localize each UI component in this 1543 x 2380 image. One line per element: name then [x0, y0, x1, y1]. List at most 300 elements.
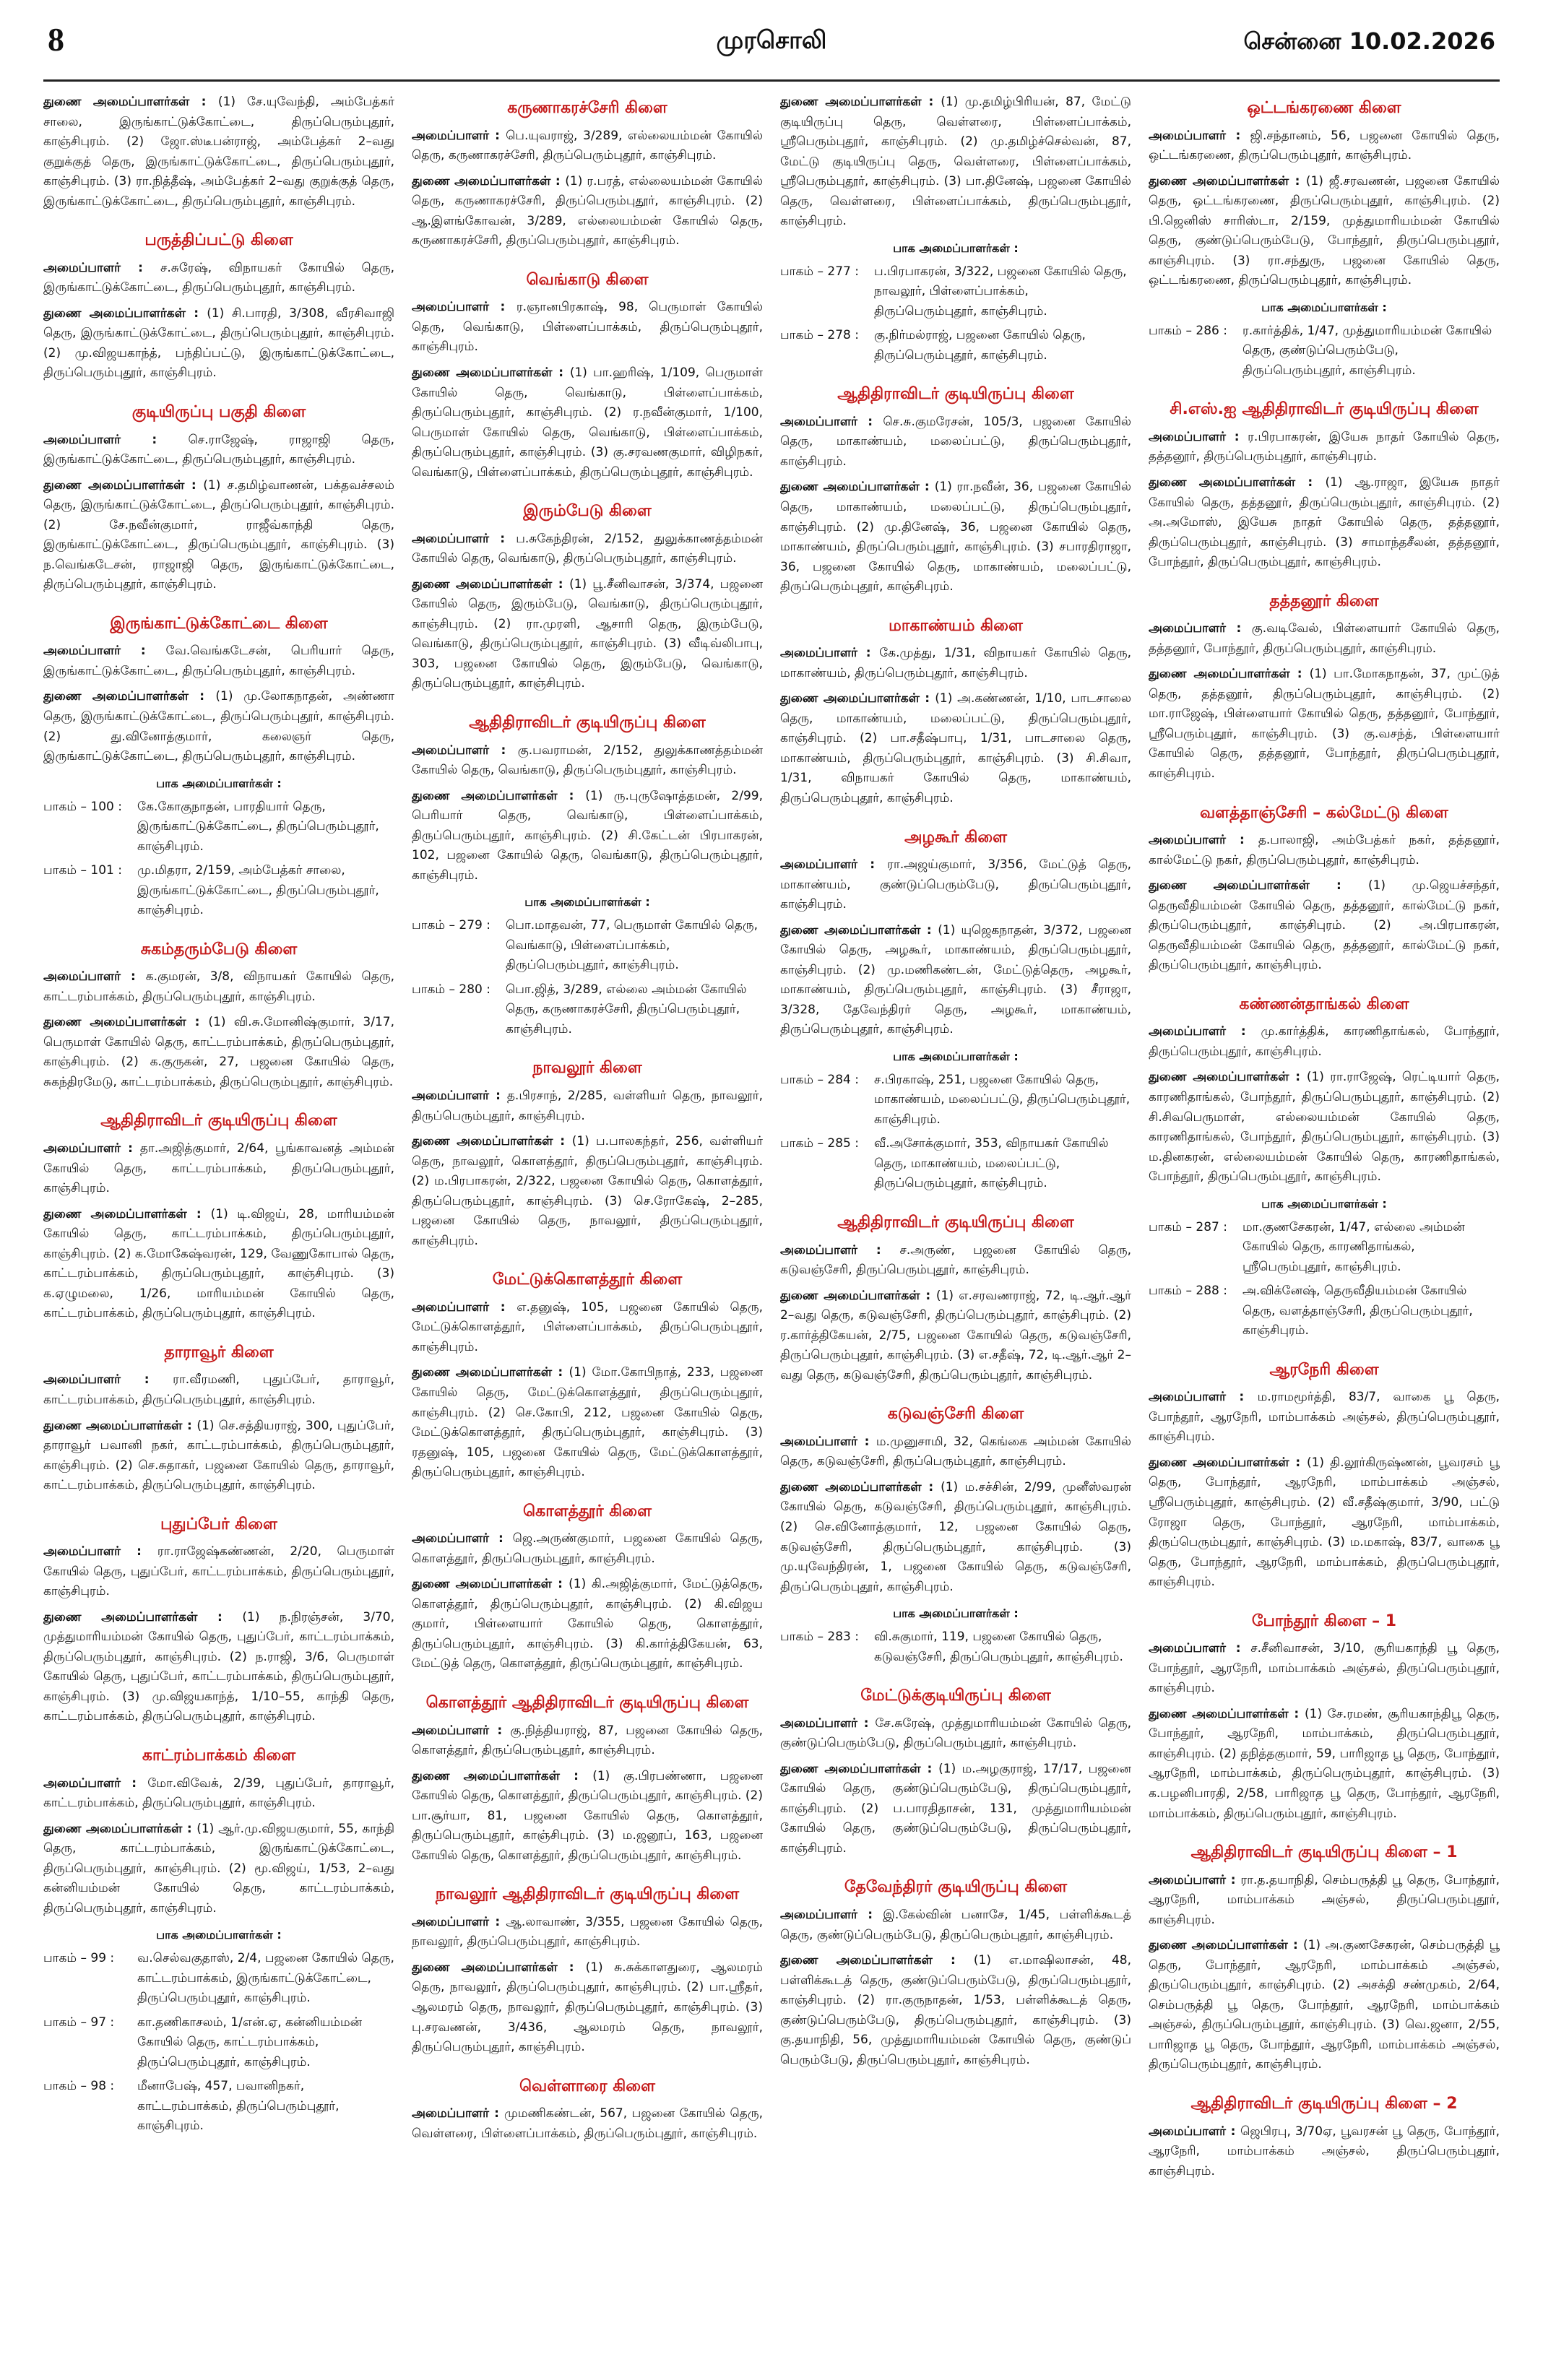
role-label: அமைப்பாளர் :: [43, 969, 146, 984]
branch-section: [1149, 1611, 1500, 1824]
branch-section: [780, 1404, 1131, 1667]
booth-row: [780, 326, 1131, 365]
booth-organiser: மு.மிதரா, 2/159, அம்பேத்கர் சாலை, இருங்காட்டுக்கோட்டை, திருப்பெரும்புதூர், காஞ்சிபுரம்.: [137, 863, 379, 918]
branch-title: தாராவூர் கிளை: [164, 1343, 274, 1362]
role-label: துணை அமைப்பாளர்கள் :: [780, 691, 935, 706]
member-details: ச.சுரேஷ், விநாயகர் கோயில் தெரு, இருங்காட்டுக்கோட்டை, திருப்பெரும்புதூர், காஞ்சிபுரம்.: [43, 260, 394, 295]
role-label: துணை அமைப்பாளர்கள் :: [1149, 878, 1368, 893]
branch-title: புதுப்பேர் கிளை: [160, 1515, 277, 1533]
member-entry: [412, 787, 763, 886]
member-entry: [43, 1542, 394, 1602]
branch-title: சுகம்தரும்பேடு கிளை: [140, 940, 298, 959]
branch-section: [412, 1884, 763, 2057]
booth-number: பாகம் – 97 :: [43, 2013, 137, 2073]
member-details: ஜெ.அருண்குமார், பஜனை கோயில் தெரு, கொளத்தூர், திருப்பெரும்புதூர், காஞ்சிபுரம்.: [412, 1531, 763, 1566]
member-entry: [43, 967, 394, 1007]
booth-row: [780, 1627, 1131, 1667]
member-entry: [1149, 619, 1500, 659]
member-details: (1) மு.தமிழ்பிரியன், 87, மேட்டு குடியிருப்பு தெரு, வெள்ளரை, பிள்ளைப்பாக்கம், ஸ்ரீபெரும்புதூர், காஞ்சிபுரம். (2) மு.தமிழ்ச்செல்வன், 87, மேட்டு குடியிருப்பு தெரு, வெள்ளரை, பிள்ளைப்பாக்கம், ஸ்ரீபெரும்புதூர், காஞ்சிபுரம். (3) பா.தினேஷ், பஜனை கோயில் தெரு, வெள்ளரை, பிள்ளைப்பாக்கம், திருப்பெரும்புதூர், காஞ்சிபுரம்.: [780, 95, 1131, 229]
booth-number: பாகம் – 286 :: [1149, 321, 1242, 381]
member-details: (1) பூ.சீனிவாசன், 3/374, பஜனை கோயில் தெரு, இரும்பேடு, வெங்காடு, திருப்பெரும்புதூர், காஞ்சிபுரம். (2) ரா.முரளி, ஆசாரி தெரு, இரும்பேடு, வெங்காடு, திருப்பெரும்புதூர், காஞ்சிபுரம். (3) வீடிவ்லிபாபு, 303, பஜனை கோயில் தெரு, இரும்பேடு, வெங்காடு, திருப்பெரும்புதூர், காஞ்சிபுரம்.: [412, 576, 763, 691]
booth-number: பாகம் – 285 :: [780, 1134, 874, 1194]
member-entry: [43, 687, 394, 766]
role-label: அமைப்பாளர் :: [780, 415, 883, 429]
column-2: [412, 92, 763, 2360]
role-label: அமைப்பாளர் :: [1149, 833, 1258, 847]
booth-number: பாகம் – 277 :: [780, 262, 874, 322]
branch-title: மாகாண்யம் கிளை: [889, 616, 1023, 635]
booth-number: பாகம் – 280 :: [412, 980, 506, 1040]
branch-title: காட்ரம்பாக்கம் கிளை: [142, 1747, 296, 1765]
member-details: (1) ர.பரத், எல்லையம்மன் கோயில் தெரு, கருணாகரச்சேரி, திருப்பெரும்புதூர், காஞ்சிபுரம். (2) ஆ.இளங்கோவன், 3/289, எல்லையம்மன் கோயில் தெரு, கருணாகரச்சேரி, திருப்பெரும்புதூர், காஞ்சிபுரம்.: [412, 173, 763, 248]
role-label: துணை அமைப்பாளர்கள் :: [412, 1960, 586, 1975]
column-3: [780, 92, 1131, 2360]
member-entry: [1149, 428, 1500, 467]
role-label: துணை அமைப்பாளர்கள் :: [43, 689, 215, 704]
column-4: [1149, 92, 1500, 2360]
member-details: ச.சீனிவாசன், 3/10, சூரியகாந்தி பூ தெரு, போந்தூர், ஆரநேரி, மாம்பாக்கம் அஞ்சல், திருப்பெரும்புதூர், காஞ்சிபுரம்.: [1149, 1641, 1500, 1696]
role-label: துணை அமைப்பாளர்கள் :: [412, 365, 570, 380]
role-label: துணை அமைப்பாளர்கள் :: [780, 1480, 941, 1494]
role-label: அமைப்பாளர் :: [412, 2106, 504, 2121]
member-details: ரா.அஜய்குமார், 3/356, மேட்டுத் தெரு, மாகாண்யம், குண்டுப்பெரும்பேடு, திருப்பெரும்புதூர், காஞ்சிபுரம்.: [780, 857, 1131, 912]
branch-section: [412, 713, 763, 1039]
branch-section: [1149, 98, 1500, 381]
role-label: அமைப்பாளர் :: [780, 646, 879, 660]
member-details: (1) எ.சரவணராஜ், 72, டி.ஆர்.ஆர் 2–வது தெரு, கடுவஞ்சேரி, திருப்பெரும்புதூர், காஞ்சிபுரம். (2) ர.கார்த்திகேயன், 2/75, பஜனை கோயில் தெரு, கடுவஞ்சேரி, திருப்பெரும்புதூர், காஞ்சிபுரம். (3) எ.சதீஷ், 72, டி.ஆர்.ஆர் 2–வது தெரு, கடுவஞ்சேரி, திருப்பெரும்புதூர், காஞ்சிபுரம்.: [780, 1288, 1131, 1382]
member-details: (1) யுஜெகநாதன், 3/372, பஜனை கோயில் தெரு, அழகூர், மாகாண்யம், திருப்பெரும்புதூர், காஞ்சிபுரம். (2) மு.மணிகண்டன், மேட்டுத்தெரு, அழகூர், மாகாண்யம், திருப்பெரும்புதூர், காஞ்சிபுரம். (3) சீராஜா, 3/328, தேவேந்திரர் தெரு, அழகூர், மாகாண்யம், திருப்பெரும்புதூர், காஞ்சிபுரம்.: [780, 922, 1131, 1037]
booth-organiser: கு.நிர்மல்ராஜ், பஜனை கோயில் தெரு, திருப்பெரும்புதூர், காஞ்சிபுரம்.: [874, 328, 1086, 363]
branch-section: [412, 98, 763, 251]
role-label: அமைப்பாளர் :: [780, 1716, 875, 1731]
role-label: துணை அமைப்பாளர்கள் :: [43, 306, 207, 321]
branch-section: [1149, 995, 1500, 1341]
role-label: துணை அமைப்பாளர்கள் :: [43, 1207, 211, 1221]
member-entry: [412, 1767, 763, 1866]
member-entry: [780, 1241, 1131, 1281]
booth-heading: பாக அமைப்பாளர்கள் :: [156, 776, 282, 790]
member-details: (1) அ.கண்ணன், 1/10, பாடசாலை தெரு, மாகாண்யம், மலைப்பட்டு, திருப்பெரும்புதூர், காஞ்சிபுரம். (2) பா.சதீஷ்பாபு, 1/31, பாடசாலை தெரு, மாகாண்யம், திருப்பெரும்புதூர், காஞ்சிபுரம். (3) சி.சிவா, 1/31, விநாயகர் கோயில் தெரு, மாகாண்யம், திருப்பெரும்புதூர், காஞ்சிபுரம்.: [780, 691, 1131, 805]
booth-organiser: அ.விக்னேஷ், தெருவீதியம்மன் கோயில் தெரு, வளத்தாஞ்சேரி, திருப்பெரும்புதூர், காஞ்சிபுரம்.: [1242, 1284, 1473, 1338]
role-label: அமைப்பாளர் :: [1149, 621, 1252, 636]
role-label: அமைப்பாளர் :: [1149, 1641, 1250, 1656]
booth-organiser: கே.கோகுநாதன், பாரதியார் தெரு, இருங்காட்டுக்கோட்டை, திருப்பெரும்புதூர், காஞ்சிபுரம்.: [137, 799, 379, 854]
member-entry: [43, 1205, 394, 1324]
branch-section: [412, 270, 763, 483]
member-details: ரா.த.தயாநிதி, செம்பருத்தி பூ தெரு, போந்தூர், ஆரநேரி, மாம்பாக்கம் அஞ்சல், திருப்பெரும்புதூர், காஞ்சிபுரம்.: [1149, 1872, 1500, 1927]
member-details: த.பிரசாந், 2/285, வள்ளியர் தெரு, நாவலூர், திருப்பெரும்புதூர், காஞ்சிபுரம்.: [412, 1089, 763, 1123]
role-label: துணை அமைப்பாளர்கள் :: [780, 923, 938, 938]
booth-row: [1149, 1281, 1500, 1341]
member-entry: [780, 1714, 1131, 1754]
branch-section: [1149, 1843, 1500, 2075]
member-details: ச.அருண், பஜனை கோயில் தெரு, கடுவஞ்சேரி, திருப்பெரும்புதூர், காஞ்சிபுரம்.: [780, 1242, 1131, 1278]
booth-organiser: பொ.மாதவன், 77, பெருமாள் கோயில் தெரு, வெங்காடு, பிள்ளைப்பாக்கம், திருப்பெரும்புதூர், காஞ்சிபுரம்.: [506, 918, 758, 973]
member-entry: [1149, 2122, 1500, 2182]
branch-title: வளத்தாஞ்சேரி – கல்மேட்டு கிளை: [1200, 803, 1448, 822]
role-label: அமைப்பாளர் :: [412, 532, 516, 546]
role-label: அமைப்பாளர் :: [1149, 1873, 1240, 1887]
role-label: துணை அமைப்பாளர்கள் :: [1149, 1938, 1303, 1952]
branch-title: கடுவஞ்சேரி கிளை: [887, 1405, 1024, 1424]
member-entry: [412, 298, 763, 358]
booth-heading: பாக அமைப்பாளர்கள் :: [893, 1606, 1019, 1621]
branch-title: போந்தூர் கிளை – 1: [1251, 1611, 1397, 1630]
member-entry: [780, 644, 1131, 683]
member-entry: [43, 1370, 394, 1410]
branch-title: கண்ணன்தாங்கல் கிளை: [1239, 995, 1409, 1013]
member-details: எ.தனுஷ், 105, பஜனை கோயில் தெரு, மேட்டுக்கொளத்தூர், பிள்ளைப்பாக்கம், திருப்பெரும்புதூர், காஞ்சிபுரம்.: [412, 1299, 763, 1354]
booth-row: [43, 1949, 394, 2009]
branch-section: [1149, 592, 1500, 784]
booth-number: பாகம் – 279 :: [412, 916, 506, 976]
branch-section: [780, 1213, 1131, 1385]
role-label: துணை அமைப்பாளர்கள் :: [412, 1365, 569, 1380]
branch-title: ஆதிதிராவிடர் குடியிருப்பு கிளை: [837, 1213, 1074, 1232]
member-entry: [780, 1432, 1131, 1472]
branch-title: மேட்டுக்குடியிருப்பு கிளை: [860, 1687, 1051, 1705]
branch-title: இரும்பேடு கிளை: [523, 502, 652, 521]
role-label: துணை அமைப்பாளர்கள் :: [412, 1577, 569, 1591]
branch-title: நாவலூர் ஆதிதிராவிடர் குடியிருப்பு கிளை: [435, 1885, 740, 1904]
member-entry: [412, 1132, 763, 1251]
booth-row: [43, 797, 394, 857]
member-entry: [1149, 172, 1500, 291]
role-label: அமைப்பாளர் :: [780, 1243, 899, 1258]
role-label: துணை அமைப்பாளர்கள் :: [43, 1822, 196, 1836]
member-details: கு.பவராமன், 2/152, துலுக்காணத்தம்மன் கோயில் தெரு, வெங்காடு, திருப்பெரும்புதூர், காஞ்சிபுரம்.: [412, 743, 763, 778]
member-details: செ.ராஜேஷ், ராஜாஜி தெரு, இருங்காட்டுக்கோட்டை, திருப்பெரும்புதூர், காஞ்சிபுரம்.: [43, 432, 394, 467]
booth-row: [780, 262, 1131, 322]
member-entry: [412, 363, 763, 483]
member-entry: [780, 921, 1131, 1040]
booth-row: [412, 916, 763, 976]
booth-number: பாகம் – 283 :: [780, 1627, 874, 1667]
member-details: (1) சே.ரமண், சூரியகாந்திபூ தெரு, போந்தூர், ஆரநேரி, மாம்பாக்கம், திருப்பெரும்புதூர், காஞ்சிபுரம். (2) தநித்தகுமார், 59, பாரிஜாத பூ தெரு, போந்தூர், ஆரநேரி, மாம்பாக்கம், திருப்பெரும்புதூர், காஞ்சிபுரம். (3) க.பழனிபாரதி, 2/58, பாரிஜாத பூ தெரு, போந்தூர், ஆரநேரி, மாம்பாக்கம், திருப்பெரும்புதூர், காஞ்சிபுரம்.: [1149, 1706, 1500, 1821]
member-details: ர.ஞானபிரகாஷ், 98, பெருமாள் கோயில் தெரு, வெங்காடு, பிள்ளைப்பாக்கம், திருப்பெரும்புதூர், காஞ்சிபுரம்.: [412, 300, 763, 355]
member-details: ர.பிரபாகரன், இயேசு நாதர் கோயில் தெரு, தத்தனூர், திருப்பெரும்புதூர், காஞ்சிபுரம்.: [1149, 429, 1500, 464]
member-entry: [43, 1819, 394, 1919]
role-label: துணை அமைப்பாளர்கள் :: [412, 1769, 592, 1783]
member-details: தா.அஜித்குமார், 2/64, பூங்காவனத் அம்மன் கோயில் தெரு, காட்டரம்பாக்கம், திருப்பெரும்புதூர், காஞ்சிபுரம்.: [43, 1141, 394, 1196]
booth-number: பாகம் – 98 :: [43, 2077, 137, 2137]
member-details: (1) எ.மாஷிலாசன், 48, பள்ளிக்கூடத் தெரு, குண்டுப்பெரும்பேடு, திருப்பெரும்புதூர், காஞ்சிபுரம். (2) ரா.குருநாதன், 1/53, பள்ளிக்கூடத் தெரு, குண்டுப்பெரும்பேடு, திருப்பெரும்புதூர், காஞ்சிபுரம். (3) கு.தயாநிதி, 56, முத்துமாரியம்மன் கோயில் தெரு, குண்டுப் பெரும்பேடு, திருப்பெரும்புதூர், காஞ்சிபுரம்.: [780, 1953, 1131, 2067]
role-label: துணை அமைப்பாளர்கள் :: [780, 1953, 974, 1968]
booth-number: பாகம் – 99 :: [43, 1949, 137, 2009]
role-label: துணை அமைப்பாளர்கள் :: [43, 1015, 208, 1029]
booth-heading: பாக அமைப்பாளர்கள் :: [1261, 300, 1387, 314]
member-details: கு.நித்தியராஜ், 87, பஜனை கோயில் தெரு, கொளத்தூர், திருப்பெரும்புதூர், காஞ்சிபுரம்.: [412, 1723, 763, 1758]
member-details: (1) சி.பாரதி, 3/308, வீரசிவாஜி தெரு, இருங்காட்டுக்கோட்டை, திருப்பெரும்புதூர், காஞ்சிபுரம். (2) மு.விஜயகாந்த், பந்திப்பட்டு, இருங்காட்டுக்கோட்டை, திருப்பெரும்புதூர், காஞ்சிபுரம்.: [43, 306, 394, 381]
branch-section: [412, 1693, 763, 1866]
branch-section: [1149, 1360, 1500, 1593]
booth-organiser: ச.பிரகாஷ், 251, பஜனை கோயில் தெரு, மாகாண்யம், மலைப்பட்டு, திருப்பெரும்புதூர், காஞ்சிபுரம்.: [874, 1072, 1131, 1127]
role-label: அமைப்பாளர் :: [1149, 1024, 1261, 1039]
member-details: (1) கி.அஜித்குமார், மேட்டுத்தெரு, கொளத்தூர், திருப்பெரும்புதூர், காஞ்சிபுரம். (2) கி.விஜய குமார், பிள்ளையார் கோயில் தெரு, கொளத்தூர், திருப்பெரும்புதூர், காஞ்சிபுரம். (3) கி.கார்த்திகேயன், 63, மேட்டுத் தெரு, கொளத்தூர், திருப்பெரும்புதூர், காஞ்சிபுரம்.: [412, 1577, 763, 1671]
branch-section: [43, 230, 394, 384]
member-details: (1) மு.லோகநாதன், அண்ணா தெரு, இருங்காட்டுக்கோட்டை, திருப்பெரும்புதூர், காஞ்சிபுரம். (2) து.வினோத்குமார், கலைஞர் தெரு, இருங்காட்டுக்கோட்டை, திருப்பெரும்புதூர், காஞ்சிபுரம்.: [43, 689, 394, 764]
member-entry: [780, 1478, 1131, 1597]
member-entry: [412, 126, 763, 166]
branch-title: தத்தனூர் கிளை: [1269, 592, 1379, 610]
booth-row: [412, 980, 763, 1040]
branch-title: ஆதிதிராவிடர் குடியிருப்பு கிளை: [837, 385, 1074, 404]
member-details: (1) ரா.நவீன், 36, பஜனை கோயில் தெரு, மாகாண்யம், மலைப்பட்டு, திருப்பெரும்புதூர், காஞ்சிபுரம். (2) மு.தினேஷ், 36, பஜனை கோயில் தெரு, மாகாண்யம், திருப்பெரும்புதூர், காஞ்சிபுரம். (3) சபாரதிராஜா, 36, பஜனை கோயில் தெரு, மாகாண்யம், மலைப்பட்டு, திருப்பெரும்புதூர், காஞ்சிபுரம்.: [780, 480, 1131, 594]
member-details: ஆ.லாவாண், 3/355, பஜனை கோயில் தெரு, நாவலூர், திருப்பெரும்புதூர், காஞ்சிபுரம்.: [412, 1914, 763, 1950]
member-entry: [412, 2104, 763, 2144]
role-label: துணை அமைப்பாளர்கள் :: [43, 95, 218, 109]
newspaper-name: முரசொலி: [716, 26, 827, 55]
member-details: க.குமரன், 3/8, விநாயகர் கோயில் தெரு, காட்டரம்பாக்கம், திருப்பெரும்புதூர், காஞ்சிபுரம்.: [43, 969, 394, 1004]
masthead: [43, 14, 1500, 82]
role-label: அமைப்பாளர் :: [780, 1908, 883, 1922]
booth-number: பாகம் – 278 :: [780, 326, 874, 365]
member-details: (1) ப.பாலகந்தர், 256, வள்ளியர் தெரு, நாவலூர், கொளத்தூர், திருப்பெரும்புதூர், காஞ்சிபுரம். (2) ம.பிரபாகரன், 2/322, பஜனை கோயில் தெரு, கொளத்தூர், திருப்பெரும்புதூர், காஞ்சிபுரம். (3) செ.ரோகேஷ், 2–285, பஜனை கோயில் தெரு, நாவலூர், திருப்பெரும்புதூர், காஞ்சிபுரம்.: [412, 1134, 763, 1248]
member-details: ப.சுகேந்திரன், 2/152, துலுக்காணத்தம்மன் கோயில் தெரு, வெங்காடு, திருப்பெரும்புதூர், காஞ்சிபுரம்.: [412, 531, 763, 566]
role-label: துணை அமைப்பாளர்கள் :: [43, 1610, 242, 1624]
member-entry: [412, 1913, 763, 1952]
role-label: துணை அமைப்பாளர்கள் :: [412, 174, 565, 189]
member-entry: [412, 1086, 763, 1126]
branch-title: சி.எஸ்.ஐ ஆதிதிராவிடர் குடியிருப்பு கிளை: [1170, 400, 1479, 419]
member-entry: [780, 855, 1131, 915]
member-details: (1) மு.ஜெயச்சந்தர், தெருவீதியம்மன் கோயில் தெரு, தத்தனூர், கால்மேட்டு நகர், திருப்பெரும்புதூர், காஞ்சிபுரம். (2) அ.பிரபாகரன், தெருவீதியம்மன் கோயில் தெரு, தத்தனூர், கால்மேட்டு நகர், திருப்பெரும்புதூர், காஞ்சிபுரம்.: [1149, 878, 1500, 973]
member-entry: [1149, 1705, 1500, 1824]
booth-row: [43, 2013, 394, 2073]
member-entry: [412, 1529, 763, 1569]
branch-section: [43, 92, 394, 212]
branch-section: [43, 614, 394, 921]
member-entry: [412, 575, 763, 694]
role-label: அமைப்பாளர் :: [43, 644, 166, 658]
branch-title: குடியிருப்பு பகுதி கிளை: [131, 402, 306, 421]
booth-organiser: மா.குணசேகரன், 1/47, எல்லை அம்மன் கோயில் தெரு, காரணிதாங்கல், ஸ்ரீபெரும்புதூர், காஞ்சிபுரம்.: [1242, 1219, 1465, 1274]
role-label: அமைப்பாளர் :: [1149, 1390, 1258, 1404]
member-entry: [43, 1774, 394, 1814]
role-label: அமைப்பாளர் :: [412, 1531, 513, 1546]
member-details: கே.முத்து, 1/31, விநாயகர் கோயில் தெரு, மாகாண்யம், திருப்பெரும்புதூர், காஞ்சிபுரம்.: [780, 646, 1131, 680]
role-label: அமைப்பாளர் :: [1149, 2124, 1240, 2139]
booth-organiser: மீனாபேஷ், 457, பவானிநகர், காட்டரம்பாக்கம், திருப்பெரும்புதூர், காஞ்சிபுரம்.: [137, 2079, 340, 2134]
booth-organiser: வ.செல்வகுதாஸ், 2/4, பஜனை கோயில் தெரு, காட்டரம்பாக்கம், இருங்காட்டுக்கோட்டை, திருப்பெரும்புதூர், காஞ்சிபுரம்.: [137, 1951, 394, 2006]
column-1: [43, 92, 394, 2360]
role-label: அமைப்பாளர் :: [1149, 430, 1248, 444]
member-entry: [43, 430, 394, 470]
member-entry: [412, 1958, 763, 2058]
member-entry: [412, 172, 763, 251]
member-details: (1) செ.சத்தியராஜ், 300, புதுப்பேர், தாராவூர் பவானி நகர், காட்டரம்பாக்கம், திருப்பெரும்புதூர், காஞ்சிபுரம். (2) செ.சுதாகர், பஜனை கோயில் தெரு, தாராவூர், காட்டரம்பாக்கம், திருப்பெரும்புதூர், காஞ்சிபுரம்.: [43, 1418, 394, 1493]
booth-row: [1149, 321, 1500, 381]
member-details: (1) டி.விஜய், 28, மாரியம்மன் கோயில் தெரு, காட்டரம்பாக்கம், திருப்பெரும்புதூர், காஞ்சிபுரம். (2) க.மோகேஷ்வரன், 129, வேணுகோபால் தெரு, காட்டரம்பாக்கம், திருப்பெரும்புதூர், காஞ்சிபுரம். (3) க.ஏழுமலை, 1/26, மாரியம்மன் கோயில் தெரு, காட்டரம்பாக்கம், திருப்பெரும்புதூர், காஞ்சிபுரம்.: [43, 1206, 394, 1321]
role-label: துணை அமைப்பாளர்கள் :: [43, 1419, 196, 1433]
page-number: 8: [48, 21, 64, 58]
member-entry: [1149, 665, 1500, 784]
member-entry: [780, 412, 1131, 472]
booth-row: [780, 1134, 1131, 1194]
role-label: அமைப்பாளர் :: [43, 261, 160, 275]
member-details: பெ.யுவராஜ், 3/289, எல்லையம்மன் கோயில் தெரு, கருணாகரச்சேரி, திருப்பெரும்புதூர், காஞ்சிபுரம்.: [412, 128, 763, 163]
role-label: அமைப்பாளர் :: [780, 1435, 876, 1449]
member-entry: [1149, 1453, 1500, 1593]
branch-title: தேவேந்திரர் குடியிருப்பு கிளை: [844, 1878, 1068, 1897]
role-label: அமைப்பாளர் :: [43, 433, 189, 447]
member-entry: [780, 92, 1131, 232]
member-details: மு.கார்த்திக், காரணிதாங்கல், போந்தூர், திருப்பெரும்புதூர், காஞ்சிபுரம்.: [1149, 1024, 1500, 1059]
member-details: (1) ஆர்.மு.விஜயகுமார், 55, காந்தி தெரு, காட்டரம்பாக்கம், இருங்காட்டுக்கோட்டை, திருப்பெரும்புதூர், காஞ்சிபுரம். (2) மூ.விஜய், 1/53, 2–வது கன்னியம்மன் கோயில் தெரு, காட்டரம்பாக்கம், திருப்பெரும்புதூர், காஞ்சிபுரம்.: [43, 1821, 394, 1916]
member-details: (1) வி.சு.மோனிஷ்குமார், 3/17, பெருமாள் கோயில் தெரு, காட்டரம்பாக்கம், திருப்பெரும்புதூர், காஞ்சிபுரம். (2) க.குருகன், 27, பஜனை கோயில் தெரு, சுகந்திரமேடு, காட்டரம்பாக்கம், திருப்பெரும்புதூர், காஞ்சிபுரம்.: [43, 1015, 394, 1089]
member-entry: [780, 1286, 1131, 1386]
member-details: ம.முனுசாமி, 32, கெங்கை அம்மன் கோயில் தெரு, கடுவஞ்சேரி, திருப்பெரும்புதூர், காஞ்சிபுரம்.: [780, 1434, 1131, 1469]
branch-section: [780, 828, 1131, 1194]
role-label: அமைப்பாளர் :: [412, 743, 518, 758]
role-label: அமைப்பாளர் :: [412, 1089, 507, 1103]
booth-row: [43, 2077, 394, 2137]
role-label: அமைப்பாளர் :: [1149, 129, 1250, 143]
branch-title: ஆரநேரி கிளை: [1269, 1360, 1379, 1379]
role-label: அமைப்பாளர் :: [780, 857, 887, 872]
branch-section: [43, 1746, 394, 2137]
branch-section: [43, 940, 394, 1093]
member-entry: [780, 1905, 1131, 1945]
branch-title: கருணாகரச்சேரி கிளை: [507, 99, 667, 117]
member-details: ரா.வீரமணி, புதுப்பேர், தாராவூர், காட்டரம்பாக்கம், திருப்பெரும்புதூர், காஞ்சிபுரம்.: [43, 1372, 394, 1407]
member-details: ரா.ராஜேஷ்கண்ணன், 2/20, பெருமாள் கோயில் தெரு, புதுப்பேர், காட்டரம்பாக்கம், திருப்பெரும்புதூர், காஞ்சிபுரம்.: [43, 1544, 394, 1599]
branch-section: [43, 1111, 394, 1323]
member-details: முமணிகண்டன், 567, பஜனை கோயில் தெரு, வெள்ளரை, பிள்ளைப்பாக்கம், திருப்பெரும்புதூர், காஞ்சிபுரம்.: [412, 2106, 763, 2141]
booth-number: பாகம் – 100 :: [43, 797, 137, 857]
booth-row: [43, 861, 394, 921]
branch-title: மேட்டுக்கொளத்தூர் கிளை: [492, 1271, 683, 1289]
member-entry: [1149, 473, 1500, 573]
branch-section: [1149, 2094, 1500, 2181]
role-label: துணை அமைப்பாளர்கள் :: [780, 480, 935, 494]
role-label: துணை அமைப்பாளர்கள் :: [412, 789, 585, 803]
booth-organiser: வி.சுகுமார், 119, பஜனை கோயில் தெரு, கடுவஞ்சேரி, திருப்பெரும்புதூர், காஞ்சிபுரம்.: [874, 1630, 1123, 1664]
branch-title: வெங்காடு கிளை: [526, 270, 649, 289]
booth-heading: பாக அமைப்பாளர்கள் :: [156, 1928, 282, 1942]
member-details: (1) ந.நிரஞ்சன், 3/70, முத்துமாரியம்மன் கோயில் தெரு, புதுப்பேர், காட்டரம்பாக்கம், திருப்பெரும்புதூர், காஞ்சிபுரம். (2) ந.ராஜி, 3/6, பெருமாள் கோயில் தெரு, புதுப்பேர், காட்டரம்பாக்கம், திருப்பெரும்புதூர், காஞ்சிபுரம். (3) மு.விஜயகாந்த், 1/10–55, காந்தி தெரு, காட்டரம்பாக்கம், திருப்பெரும்புதூர், காஞ்சிபுரம்.: [43, 1609, 394, 1724]
branch-title: இருங்காட்டுக்கோட்டை கிளை: [110, 614, 328, 633]
role-label: துணை அமைப்பாளர்கள் :: [1149, 1707, 1305, 1721]
member-details: (1) சே.யுவேந்தி, அம்பேத்கர் சாலை, இருங்காட்டுக்கோட்டை, திருப்பெரும்புதூர், காஞ்சிபுரம். (2) ஜோ.ஸ்டீபன்ராஜ், அம்பேத்கர் 2–வது குறுக்குத் தெரு, இருங்காட்டுக்கோட்டை, திருப்பெரும்புதூர், காஞ்சிபுரம். (3) ரா.நித்தீஷ், அம்பேத்கர் 2–வது குறுக்குத் தெரு, இருங்காட்டுக்கோட்டை, திருப்பெரும்புதூர், காஞ்சிபுரம்.: [43, 95, 394, 209]
dateline: சென்னை 10.02.2026: [1243, 27, 1495, 55]
role-label: துணை அமைப்பாளர்கள் :: [1149, 174, 1306, 189]
member-entry: [780, 1760, 1131, 1859]
member-entry: [1149, 1936, 1500, 2075]
member-entry: [1149, 876, 1500, 976]
member-entry: [1149, 1388, 1500, 1448]
member-entry: [1149, 1639, 1500, 1699]
branch-section: [43, 1515, 394, 1727]
role-label: துணை அமைப்பாளர்கள் :: [780, 1289, 936, 1303]
branch-title: ஒட்டங்கரணை கிளை: [1247, 99, 1401, 117]
branch-section: [43, 402, 394, 595]
member-entry: [43, 1013, 394, 1092]
branch-section: [1149, 399, 1500, 572]
member-entry: [43, 304, 394, 384]
member-entry: [412, 1575, 763, 1674]
member-details: (1) பா.மோகநாதன், 37, முட்டுத் தெரு, தத்தனூர், திருப்பெரும்புதூர், காஞ்சிபுரம். (2) மா.ராஜேஷ், பிள்ளையார் கோயில் தெரு, தத்தனூர், போந்தூர், ஸ்ரீபெரும்புதூர், காஞ்சிபுரம். (3) கு.வசந்த், பிள்ளையார் கோயில் தெரு, தத்தனூர், போந்தூர், திருப்பெரும்புதூர், காஞ்சிபுரம்.: [1149, 667, 1500, 781]
member-entry: [412, 529, 763, 569]
member-entry: [1149, 126, 1500, 166]
booth-organiser: வீ.அசோக்குமார், 353, விநாயகர் கோயில் தெரு, மாகாண்யம், மலைப்பட்டு, திருப்பெரும்புதூர், காஞ்சிபுரம்.: [874, 1136, 1109, 1191]
branch-section: [780, 92, 1131, 365]
member-details: (1) ம.அழகுராஜ், 17/17, பஜனை கோயில் தெரு, குண்டுப்பெரும்பேடு, திருப்பெரும்புதூர், காஞ்சிபுரம். (2) ப.பாரதிதாசன், 131, முத்துமாரியம்மன் கோயில் தெரு, குண்டுப்பெரும்பேடு, திருப்பெரும்புதூர், காஞ்சிபுரம்.: [780, 1761, 1131, 1856]
member-details: (1) கு.பிரபண்ணா, பஜனை கோயில் தெரு, கொளத்தூர், திருப்பெரும்புதூர், காஞ்சிபுரம். (2) பா.சூர்யா, 81, பஜனை கோயில் தெரு, கொளத்தூர், திருப்பெரும்புதூர், காஞ்சிபுரம். (3) ம.ஜனூப், 163, பஜனை கோயில் தெரு, கொளத்தூர், திருப்பெரும்புதூர், காஞ்சிபுரம்.: [412, 1768, 763, 1863]
branch-title: கொளத்தூர் ஆதிதிராவிடர் குடியிருப்பு கிளை: [425, 1693, 749, 1712]
member-details: (1) பா.ஹரிஷ், 1/109, பெருமாள் கோயில் தெரு, வெங்காடு, பிள்ளைப்பாக்கம், திருப்பெரும்புதூர், காஞ்சிபுரம். (2) ர.நவீன்குமார், 1/100, பெருமாள் கோயில் தெரு, வெங்காடு, பிள்ளைப்பாக்கம், திருப்பெரும்புதூர், காஞ்சிபுரம். (3) கு.சரவணகுமார், விழிநகர், வெங்காடு, பிள்ளைப்பாக்கம், திருப்பெரும்புதூர், காஞ்சிபுரம்.: [412, 365, 763, 480]
member-entry: [43, 1139, 394, 1199]
branch-section: [412, 1502, 763, 1674]
branch-section: [412, 2077, 763, 2145]
member-details: ம.ராமமூர்த்தி, 83/7, வாகை பூ தெரு, போந்தூர், ஆரநேரி, மாம்பாக்கம் அஞ்சல், திருப்பெரும்புதூர், காஞ்சிபுரம்.: [1149, 1390, 1500, 1445]
role-label: அமைப்பாளர் :: [43, 1372, 173, 1387]
role-label: அமைப்பாளர் :: [43, 1776, 147, 1791]
role-label: துணை அமைப்பாளர்கள் :: [412, 577, 569, 592]
booth-number: பாகம் – 288 :: [1149, 1281, 1242, 1341]
role-label: துணை அமைப்பாளர்கள் :: [1149, 1455, 1307, 1470]
branch-section: [780, 384, 1131, 597]
branch-section: [43, 1343, 394, 1496]
role-label: துணை அமைப்பாளர்கள் :: [1149, 475, 1325, 490]
member-details: கு.வடிவேல், பிள்ளையார் கோயில் தெரு, தத்தனூர், போந்தூர், திருப்பெரும்புதூர், காஞ்சிபுரம்.: [1149, 621, 1500, 656]
branch-title: வெள்ளாரை கிளை: [519, 2077, 655, 2095]
booth-number: பாகம் – 101 :: [43, 861, 137, 921]
member-entry: [1149, 1871, 1500, 1931]
member-entry: [43, 476, 394, 595]
branch-section: [412, 501, 763, 694]
member-details: சே.சுரேஷ், முத்துமாரியம்மன் கோயில் தெரு, குண்டுப்பெரும்பேடு, திருப்பெரும்புதூர், காஞ்சிபுரம்.: [780, 1715, 1131, 1751]
branch-title: பருத்திப்பட்டு கிளை: [144, 231, 293, 250]
member-details: ஜெபிரபு, 3/70ஏ, பூவரசன் பூ தெரு, போந்தூர், ஆரநேரி, மாம்பாக்கம் அஞ்சல், திருப்பெரும்புதூர், காஞ்சிபுரம்.: [1149, 2124, 1500, 2178]
article-columns: [43, 92, 1500, 2360]
member-details: செ.சு.குமரேசன், 105/3, பஜனை கோயில் தெரு, மாகாண்யம், மலைப்பட்டு, திருப்பெரும்புதூர், காஞ்சிபுரம்.: [780, 414, 1131, 469]
member-details: (1) அ.குணசேகரன், செம்பருத்தி பூ தெரு, போந்தூர், ஆரநேரி, மாம்பாக்கம் அஞ்சல், திருப்பெரும்புதூர், காஞ்சிபுரம். (2) அசக்தி சண்முகம், 2/64, செம்பருத்தி பூ தெரு, போந்தூர், ஆரநேரி, மாம்பாக்கம் அஞ்சல், திருப்பெரும்புதூர், காஞ்சிபுரம். (3) வெ.ஜனா, 2/55, பாரிஜாத பூ தெரு, போந்தூர், ஆரநேரி, மாம்பாக்கம் அஞ்சல், திருப்பெரும்புதூர், காஞ்சிபுரம்.: [1149, 1938, 1500, 2072]
booth-organiser: ர.கார்த்திக், 1/47, முத்துமாரியம்மன் கோயில் தெரு, குண்டுப்பெரும்பேடு, திருப்பெரும்புதூர், காஞ்சிபுரம்.: [1242, 323, 1492, 378]
branch-section: [1149, 803, 1500, 976]
branch-title: ஆதிதிராவிடர் குடியிருப்பு கிளை: [100, 1112, 337, 1130]
branch-title: கொளத்தூர் கிளை: [523, 1502, 652, 1520]
member-details: (1) ச.தமிழ்வாணன், பக்தவச்சலம் தெரு, இருங்காட்டுக்கோட்டை, திருப்பெரும்புதூர், காஞ்சிபுரம். (2) சே.நவீன்குமார், ராஜீவ்காந்தி தெரு, இருங்காட்டுக்கோட்டை, திருப்பெரும்புதூர், காஞ்சிபுரம். (3) ந.வெங்கடேசன், ராஜாஜி தெரு, இருங்காட்டுக்கோட்டை, திருப்பெரும்புதூர், காஞ்சிபுரம்.: [43, 477, 394, 592]
role-label: அமைப்பாளர் :: [412, 129, 506, 143]
member-entry: [43, 92, 394, 212]
member-details: இ.கேல்வின் பனாசே, 1/45, பள்ளிக்கூடத் தெரு, குண்டுப்பெரும்பேடு, திருப்பெரும்புதூர், காஞ்சிபுரம்.: [780, 1908, 1131, 1942]
branch-title: ஆதிதிராவிடர் குடியிருப்பு கிளை – 2: [1190, 2094, 1458, 2113]
member-entry: [43, 1608, 394, 1727]
member-details: வே.வெங்கடேசன், பெரியார் தெரு, இருங்காட்டுக்கோட்டை, திருப்பெரும்புதூர், காஞ்சிபுரம்.: [43, 644, 394, 678]
booth-row: [780, 1070, 1131, 1130]
member-details: ஜி.சந்தானம், 56, பஜனை கோயில் தெரு, ஒட்டங்கரணை, திருப்பெரும்புதூர், காஞ்சிபுரம்.: [1149, 128, 1500, 163]
booth-organiser: ப.பிரபாகரன், 3/322, பஜனை கோயில் தெரு, நாவலூர், பிள்ளைப்பாக்கம், திருப்பெரும்புதூர், காஞ்சிபுரம்.: [874, 264, 1127, 319]
member-entry: [780, 689, 1131, 808]
member-entry: [412, 1721, 763, 1761]
member-details: மோ.விவேக், 2/39, புதுப்பேர், தாராவூர், காட்டரம்பாக்கம், திருப்பெரும்புதூர், காஞ்சிபுரம்.: [43, 1775, 394, 1811]
member-details: (1) தி.லூர்கிருஷ்ணன், பூவரசம் பூ தெரு, போந்தூர், ஆரநேரி, மாம்பாக்கம் அஞ்சல், ஸ்ரீபெரும்புதூர், காஞ்சிபுரம். (2) வீ.சதீஷ்குமார், 3/90, பட்டு ரோஜா தெரு, போந்தூர், ஆரநேரி, மாம்பாக்கம், திருப்பெரும்புதூர், காஞ்சிபுரம். (3) ம.மகாஷ், 83/7, வாகை பூ தெரு, போந்தூர், ஆரநேரி, மாம்பாக்கம், திருப்பெரும்புதூர், காஞ்சிபுரம்.: [1149, 1455, 1500, 1590]
member-entry: [780, 477, 1131, 597]
member-entry: [1149, 1068, 1500, 1187]
member-entry: [43, 259, 394, 298]
member-entry: [43, 1416, 394, 1496]
member-entry: [43, 641, 394, 681]
branch-title: ஆதிதிராவிடர் குடியிருப்பு கிளை: [469, 714, 706, 732]
role-label: துணை அமைப்பாளர்கள் :: [1149, 1070, 1307, 1084]
branch-title: நாவலூர் கிளை: [532, 1059, 642, 1078]
branch-section: [780, 616, 1131, 809]
member-details: த.பாலாஜி, அம்பேத்கர் நகர், தத்தனூர், கால்மேட்டு நகர், திருப்பெரும்புதூர், காஞ்சிபுரம்.: [1149, 833, 1500, 867]
booth-number: பாகம் – 287 :: [1149, 1218, 1242, 1278]
booth-heading: பாக அமைப்பாளர்கள் :: [893, 241, 1019, 255]
branch-section: [412, 1058, 763, 1251]
